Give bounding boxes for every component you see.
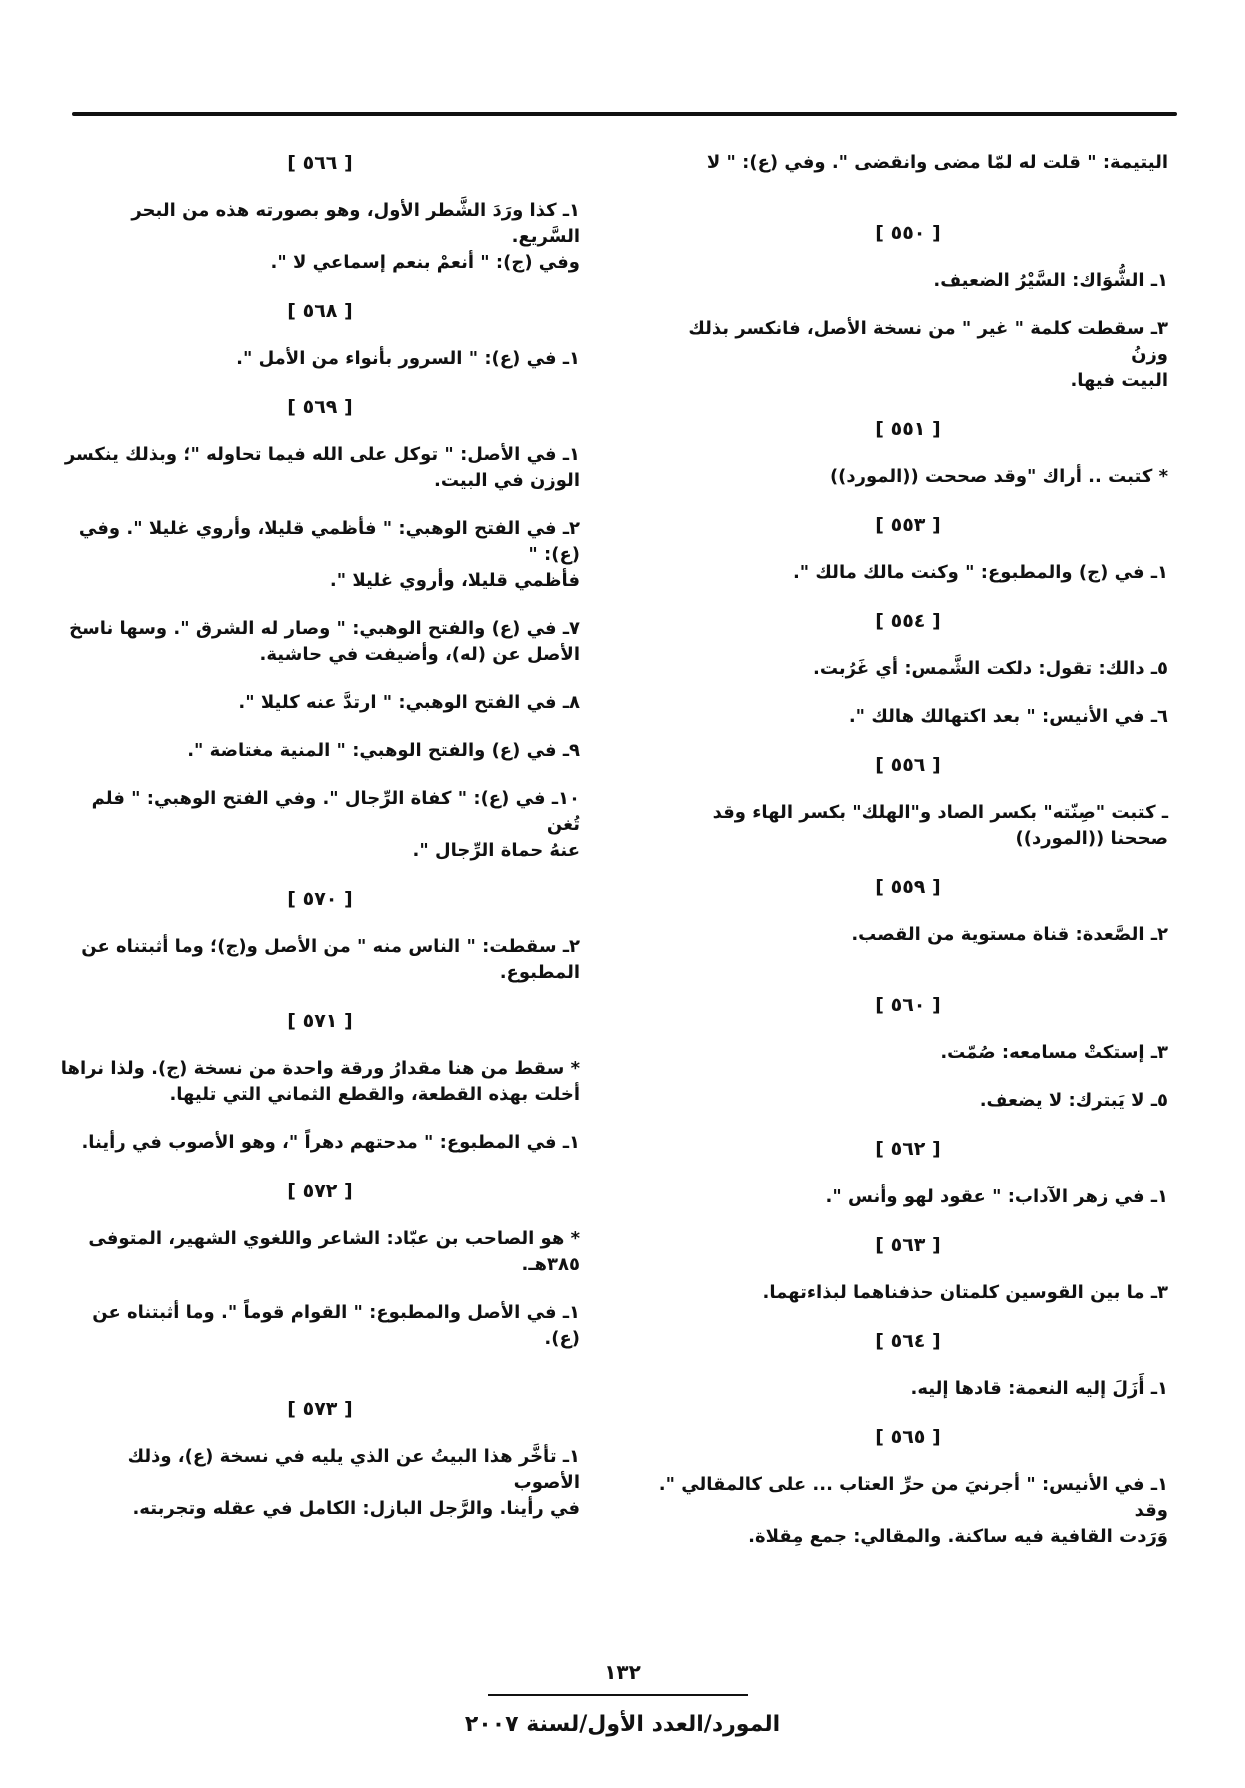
footnote-line: ٣ـ إستكتْ مسامعه: صُمّت. xyxy=(940,1042,1168,1063)
footnote-line: * كتبت .. أراك "وقد صححت ((المورد)) xyxy=(829,466,1168,487)
footnote xyxy=(648,268,1168,294)
footnote-line: ٦ـ في الأنيس: " بعد اكتهالك هالك ". xyxy=(848,706,1168,727)
footnote-line: ٥ـ دالك: تقول: دلكت الشَّمس: أي غَرُبت. xyxy=(813,658,1168,679)
footnote xyxy=(648,656,1168,682)
footnote-line: ١ـ تأخَّر هذا البيتُ عن الذي يليه في نسخة (ع)، وذلك الأصوب xyxy=(127,1446,580,1493)
footnote-line: اليتيمة: " قلت له لمّا مضى وانقضى ". وفي (ع): " لا xyxy=(706,152,1168,173)
footnote-line: ١ـ في الأصل والمطبوع: " القوام قوماً ". وما أثبتناه عن (ع). xyxy=(92,1302,580,1349)
footnote xyxy=(648,800,1168,852)
footnote xyxy=(648,1472,1168,1550)
footer-rule xyxy=(488,1694,748,1696)
footnote xyxy=(60,198,580,276)
footnote-line: ٥ـ لا يَبترك: لا يضعف. xyxy=(979,1090,1168,1111)
entry-number-heading: [ ٥٥٦ ] xyxy=(875,754,941,776)
footnote xyxy=(60,1226,580,1278)
footnote xyxy=(648,1040,1168,1066)
footnote xyxy=(60,738,580,764)
footnote xyxy=(60,516,580,594)
footnote-line: البيت فيها. xyxy=(1070,370,1168,391)
footnote-line: ـ كتبت "صِنّته" بكسر الصاد و"الهلك" بكسر الهاء وقد xyxy=(712,802,1168,823)
footnote xyxy=(60,1056,580,1108)
entry-number-heading: [ ٥٦٥ ] xyxy=(875,1426,941,1448)
footnote xyxy=(648,1088,1168,1114)
entry-number-heading: [ ٥٧١ ] xyxy=(287,1010,353,1032)
right-column xyxy=(648,150,1168,1572)
footnote-line: وفي (ج): " أنعمْ بنعم إسماعي لا ". xyxy=(270,252,580,273)
entry-number-heading: [ ٥٦٨ ] xyxy=(287,300,353,322)
entry-number-heading: [ ٥٥٤ ] xyxy=(875,610,941,632)
footnote-line: ٣ـ ما بين القوسين كلمتان حذفناهما لبذاءتهما. xyxy=(762,1282,1168,1303)
entry-number-heading: [ ٥٦٩ ] xyxy=(287,396,353,418)
footnote-line: ٣ـ سقطت كلمة " غير " من نسخة الأصل، فانكسر بذلك وزنُ xyxy=(688,318,1168,365)
footnote xyxy=(60,1300,580,1352)
footnote-line: ٣٨٥هـ. xyxy=(521,1254,580,1275)
footnote xyxy=(648,922,1168,948)
footnote xyxy=(648,316,1168,394)
footnote xyxy=(60,616,580,668)
footnote-line: * سقط من هنا مقدارُ ورقة واحدة من نسخة (ج). ولذا نراها xyxy=(60,1058,580,1079)
footnote xyxy=(60,346,580,372)
footnote xyxy=(60,786,580,864)
footnote xyxy=(648,1376,1168,1402)
footnote xyxy=(648,464,1168,490)
entry-number-heading: [ ٥٦٢ ] xyxy=(875,1138,941,1160)
footnote-line: ١ـ في الأصل: " توكل على الله فيما تحاوله "؛ وبذلك ينكسر xyxy=(64,444,580,465)
footnote-line: الوزن في البيت. xyxy=(434,470,580,491)
footnote-line: في رأينا. والرَّجل البازل: الكامل في عقله وتجربته. xyxy=(132,1498,580,1519)
spacer xyxy=(648,198,1168,220)
footnote-line: ١ـ في (ج) والمطبوع: " وكنت مالك مالك ". xyxy=(792,562,1168,583)
footnote-line: ٢ـ سقطت: " الناس منه " من الأصل و(ج)؛ وما أثبتناه عن xyxy=(81,936,580,957)
entry-number-heading: [ ٥٥٩ ] xyxy=(875,876,941,898)
footnote xyxy=(60,934,580,986)
footnote-line: ٩ـ في (ع) والفتح الوهبي: " المنية مغتاضة ". xyxy=(187,740,580,761)
entry-number-heading: [ ٥٥٠ ] xyxy=(875,222,941,244)
journal-issue-line: المورد/العدد الأول/لسنة ٢٠٠٧ xyxy=(464,1712,781,1737)
page-number: ١٣٢ xyxy=(604,1660,641,1684)
spacer xyxy=(60,1374,580,1396)
entry-number-heading: [ ٥٦٠ ] xyxy=(875,994,941,1016)
footnote-line: ١ـ الشُّوَاك: السَّيْرُ الضعيف. xyxy=(933,270,1168,291)
footnote xyxy=(60,1444,580,1522)
entry-number-heading: [ ٥٧٣ ] xyxy=(287,1398,353,1420)
top-rule xyxy=(72,112,1177,116)
footnote-line: الأصل عن (له)، وأضيفت في حاشية. xyxy=(259,644,580,665)
footnote xyxy=(648,1280,1168,1306)
footnote-line: ١٠ـ في (ع): " كفاة الرِّجال ". وفي الفتح الوهبي: " فلم تُغن xyxy=(91,788,580,835)
footnote-line: وَرَدت القافية فيه ساكنة. والمقالي: جمع مِقلاة. xyxy=(748,1526,1168,1547)
footnote-line: فأظمي قليلا، وأروي غليلا ". xyxy=(329,570,580,591)
entry-number-heading: [ ٥٦٦ ] xyxy=(287,152,353,174)
footnote-line: * هو الصاحب بن عبّاد: الشاعر واللغوي الشهير، المتوفى xyxy=(88,1228,580,1249)
footnote-line: أخلت بهذه القطعة، والقطع الثماني التي تليها. xyxy=(169,1084,580,1105)
footnote-line: ٢ـ الصَّعدة: قناة مستوية من القصب. xyxy=(851,924,1168,945)
entry-number-heading: [ ٥٥١ ] xyxy=(875,418,941,440)
left-column xyxy=(60,150,580,1544)
footnote xyxy=(648,1184,1168,1210)
footnote xyxy=(60,690,580,716)
footnote xyxy=(648,150,1168,176)
footnote-line: ٢ـ في الفتح الوهبي: " فأظمي قليلا، وأروي غليلا ". وفي (ع): " xyxy=(78,518,580,565)
footnote xyxy=(648,704,1168,730)
footnote-line: صححنا ((المورد)) xyxy=(1015,828,1168,849)
spacer xyxy=(648,970,1168,992)
footnote-line: ١ـ في زهر الآداب: " عقود لهو وأنس ". xyxy=(825,1186,1168,1207)
footnote xyxy=(648,560,1168,586)
footnote-line: ١ـ في الأنيس: " أجرنيَ من حرِّ العتاب ... على كالمقالي ". وقد xyxy=(658,1474,1168,1521)
footnote-line: عنهُ حماة الرِّجال ". xyxy=(412,840,580,861)
footnote-line: ٨ـ في الفتح الوهبي: " ارتدَّ عنه كليلا ". xyxy=(238,692,580,713)
footnote-line: ١ـ كذا ورَدَ الشَّطر الأول، وهو بصورته هذه من البحر السَّريع. xyxy=(131,200,580,247)
footnote-line: المطبوع. xyxy=(499,962,580,983)
entry-number-heading: [ ٥٥٣ ] xyxy=(875,514,941,536)
footnote-line: ١ـ أَزَلَ إليه النعمة: قادها إليه. xyxy=(910,1378,1168,1399)
entry-number-heading: [ ٥٧٢ ] xyxy=(287,1180,353,1202)
entry-number-heading: [ ٥٧٠ ] xyxy=(287,888,353,910)
entry-number-heading: [ ٥٦٤ ] xyxy=(875,1330,941,1352)
footnote-line: ٧ـ في (ع) والفتح الوهبي: " وصار له الشرق ". وسها ناسخ xyxy=(69,618,580,639)
footnote-line: ١ـ في المطبوع: " مدحتهم دهراً "، وهو الأصوب في رأينا. xyxy=(81,1132,580,1153)
footnote xyxy=(60,442,580,494)
footnote xyxy=(60,1130,580,1156)
footnote-line: ١ـ في (ع): " السرور بأنواء من الأمل ". xyxy=(236,348,580,369)
entry-number-heading: [ ٥٦٣ ] xyxy=(875,1234,941,1256)
